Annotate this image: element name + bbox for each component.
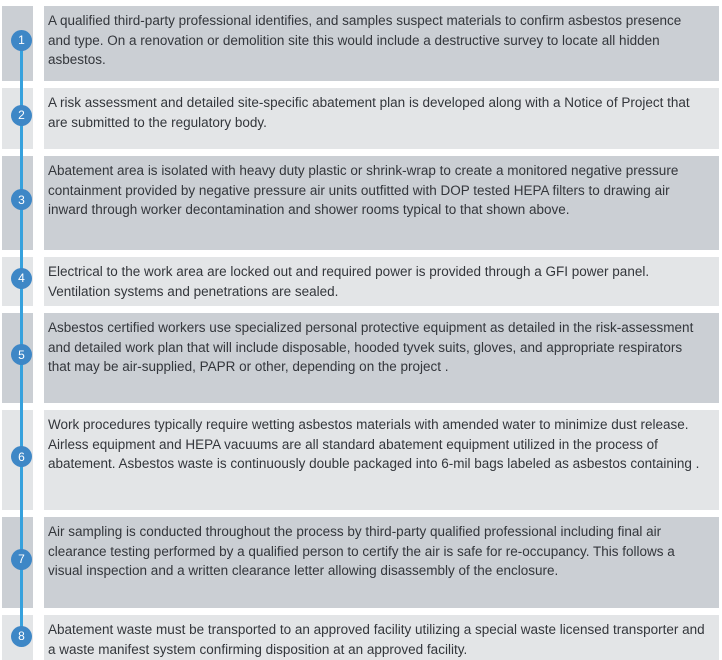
- step-5-text-panel: [44, 313, 719, 403]
- step-4-number-badge: [11, 268, 32, 289]
- step-row-5: [2, 313, 719, 403]
- step-7-text: Air sampling is conducted throughout the process by third-party qualified professional including final air clearance testing performed by a qualified person to certify the air is safe for re-occupancy. This follows a visual inspection and a written clearance letter allowing disassembly of the enclosure.: [48, 524, 675, 578]
- step-4-text-panel: [44, 257, 719, 306]
- step-2-number-badge: [11, 105, 32, 126]
- step-2-text: A risk assessment and detailed site-specific abatement plan is developed along with a Notice of Project that are submitted to the regulatory body.: [48, 95, 690, 130]
- step-2-number-column: [2, 88, 33, 149]
- step-1-number: 1: [18, 33, 25, 47]
- step-6-text: Work procedures typically require wetting asbestos materials with amended water to minimize dust release. Airless equipment and HEPA vacuums are all standard abatement equipment utilized in the process of abatement. Asbestos waste is continuously double packaged into 6-mil bags labeled as asbestos containing .: [48, 417, 700, 471]
- timeline-connector-line: [20, 44, 23, 632]
- step-7-number-badge: [11, 549, 32, 570]
- step-7-number: 7: [18, 552, 25, 566]
- step-7-number-column: [2, 517, 33, 608]
- step-row-2: [2, 88, 719, 149]
- step-8-number-badge: [11, 626, 32, 647]
- step-8-text: Abatement waste must be transported to an approved facility utilizing a special waste licensed transporter and a waste manifest system confirming disposition at an approved facility.: [48, 622, 705, 657]
- step-row-1: [2, 6, 719, 81]
- step-4-number: 4: [18, 271, 25, 285]
- step-2-number: 2: [18, 108, 25, 122]
- step-8-number-column: [2, 615, 33, 660]
- step-7-text-panel: [44, 517, 719, 608]
- step-8-number: 8: [18, 629, 25, 643]
- step-row-3: [2, 156, 719, 250]
- step-3-number-badge: [11, 189, 32, 210]
- step-6-number: 6: [18, 449, 25, 464]
- step-6-number-column: [2, 410, 33, 510]
- step-5-text: Asbestos certified workers use specialized personal protective equipment as detailed in the risk-assessment and detailed work plan that will include disposable, hooded tyvek suits, gloves, and appropriate respirators that may be air-supplied, PAPR or other, depending on the project .: [48, 320, 694, 374]
- step-4-number-column: [2, 257, 33, 306]
- step-row-7: [2, 517, 719, 608]
- step-3-text-panel: [44, 156, 719, 250]
- step-1-number-badge: [11, 30, 32, 51]
- step-1-number-column: [2, 6, 33, 81]
- step-2-text-panel: [44, 88, 719, 149]
- step-6-text-panel: [44, 410, 719, 510]
- step-5-number-badge: [11, 344, 32, 365]
- step-1-text-panel: [44, 6, 719, 81]
- step-1-text: A qualified third-party professional identifies, and samples suspect materials to confirm asbestos presence and type. On a renovation or demolition site this would include a destructive survey to locate all hidden asbestos.: [48, 13, 682, 67]
- step-5-number: 5: [18, 347, 25, 362]
- step-4-text: Electrical to the work area are locked out and required power is provided through a GFI power panel. Ventilation systems and penetrations are sealed.: [48, 264, 650, 299]
- step-row-8: [2, 615, 719, 660]
- step-8-text-panel: [44, 615, 719, 660]
- step-6-number-badge: [11, 446, 32, 467]
- step-3-number-column: [2, 156, 33, 250]
- step-3-number: 3: [18, 192, 25, 207]
- step-row-4: [2, 257, 719, 306]
- step-5-number-column: [2, 313, 33, 403]
- step-row-6: [2, 410, 719, 510]
- step-3-text: Abatement area is isolated with heavy duty plastic or shrink-wrap to create a monitored negative pressure containment provided by negative pressure air units outfitted with DOP tested HEPA filters to drawing air inward through worker decontamination and shower rooms typical to that shown above.: [48, 163, 679, 217]
